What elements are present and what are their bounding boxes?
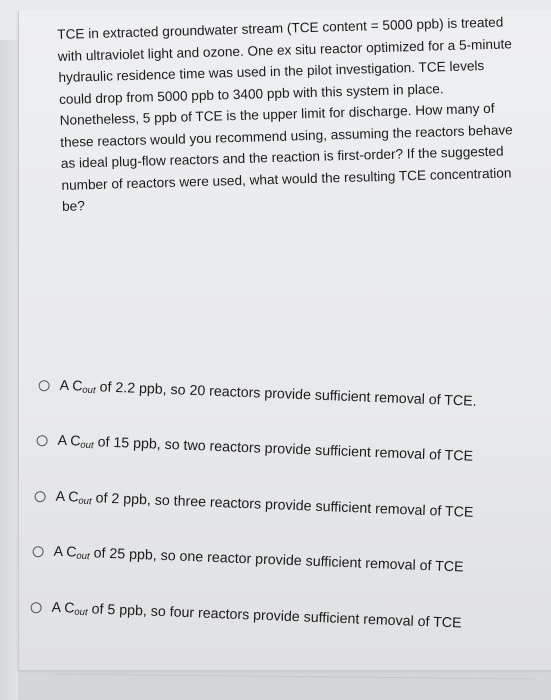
left-panel-edge [0, 40, 18, 700]
radio-button-icon[interactable] [32, 546, 43, 557]
question-card [18, 10, 551, 671]
radio-button-icon[interactable] [38, 380, 49, 391]
question-text: TCE in extracted groundwater stream (TCE content = 5000 ppb) is treated with ultraviolet light and ozone. One ex situ reactor optimized for a 5-minute hydraulic residence time was used in the pilot investigation. TCE levels could drop from 5000 ppb to 3400 ppb with this system in place. Nonetheless, 5 ppb of TCE is the upper limit for discharge. How many of these reactors would you recommend using, assuming the reactors behave as ideal plug-flow reactors and the reaction is first-order? If the suggested number of reactors were used, what would the resulting TCE concentration be? [57, 14, 513, 214]
option-label: A Cout of 15 ppb, so two reactors provide sufficient removal of TCE [57, 432, 474, 465]
radio-button-icon[interactable] [30, 602, 41, 613]
radio-button-icon[interactable] [34, 491, 45, 502]
divider [55, 673, 535, 679]
option-label: A Cout of 25 ppb, so one reactor provide sufficient removal of TCE [53, 543, 464, 576]
option-5[interactable] [30, 598, 500, 636]
option-4[interactable] [32, 542, 502, 580]
radio-button-icon[interactable] [36, 435, 47, 446]
option-label: A Cout of 5 ppb, so four reactors provide sufficient removal of TCE [51, 599, 462, 632]
option-label: A Cout of 2 ppb, so three reactors provide sufficient removal of TCE [55, 488, 474, 521]
option-2[interactable] [36, 431, 506, 469]
option-label: A Cout of 2.2 ppb, so 20 reactors provide sufficient removal of TCE. [59, 377, 477, 410]
option-3[interactable] [34, 487, 504, 525]
option-1[interactable] [38, 376, 508, 414]
